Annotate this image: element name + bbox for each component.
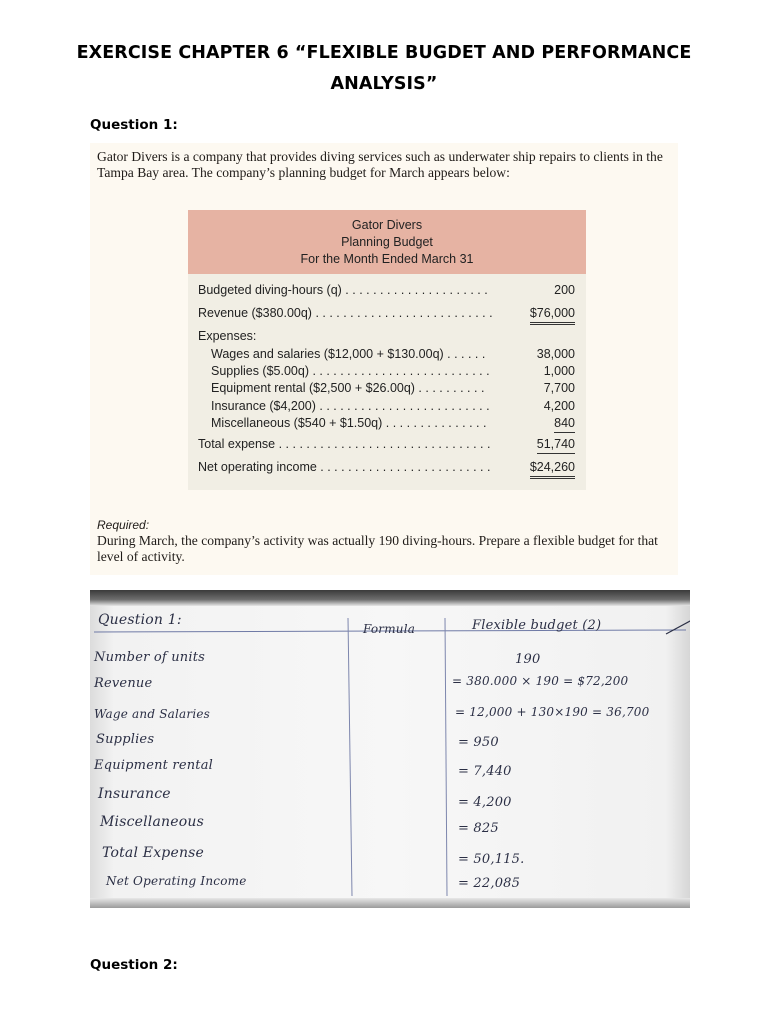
title-line-2: ANALYSIS”	[330, 74, 438, 94]
row-value: 38,000	[536, 347, 575, 361]
row-label: Expenses:	[198, 329, 257, 343]
planning-budget-table	[188, 210, 586, 490]
row-label: Supplies ($5.00q) . . . . . . . . . . . . . . . . . . . . . . . . . .	[211, 364, 490, 378]
budget-header	[188, 210, 586, 274]
budget-period: For the Month Ended March 31	[300, 252, 474, 266]
row-label: Net operating income . . . . . . . . . . . . . . . . . . . . . . . . .	[198, 460, 491, 474]
budget-row-insurance	[188, 398, 586, 415]
row-value: $76,000	[530, 305, 575, 325]
hw-flexible-budget-header: Flexible budget (2)	[472, 618, 602, 633]
hw-value-wages: = 12,000 + 130×190 = 36,700	[455, 705, 650, 719]
row-value: 1,000	[543, 364, 575, 378]
row-value: 840	[554, 415, 575, 433]
hw-value-equipment: = 7,440	[458, 764, 512, 779]
hw-item-misc: Miscellaneous	[100, 814, 204, 830]
hw-value-total-expense: = 50,115.	[458, 852, 525, 867]
row-label: Wages and salaries ($12,000 + $130.00q) . . . . . .	[211, 347, 486, 361]
handwritten-answer-photo	[90, 590, 690, 908]
hw-item-supplies: Supplies	[96, 732, 155, 747]
budget-row-supplies	[188, 363, 586, 380]
row-value: 51,740	[537, 436, 575, 454]
hw-item-total-expense: Total Expense	[102, 845, 205, 861]
hw-value-units: 190	[515, 652, 541, 667]
title-line-1: EXERCISE CHAPTER 6 “FLEXIBLE BUGDET AND PERFORMANCE	[76, 43, 692, 63]
hw-value-revenue: = 380.000 × 190 = $72,200	[452, 674, 629, 688]
hw-item-revenue: Revenue	[94, 676, 153, 691]
budget-row-net-income	[188, 459, 586, 476]
required-text: During March, the company’s activity was actually 190 diving-hours. Prepare a flexible budget for that level of activity.	[97, 533, 658, 564]
required-heading: Required:	[97, 518, 150, 532]
budget-row-misc	[188, 415, 586, 432]
row-label: Equipment rental ($2,500 + $26.00q) . . . . . . . . . .	[211, 381, 485, 395]
textbook-excerpt	[90, 143, 678, 575]
hw-item-wages: Wage and Salaries	[94, 707, 211, 721]
hw-item-units: Number of units	[94, 650, 206, 665]
budget-row-wages	[188, 346, 586, 363]
hw-item-insurance: Insurance	[98, 786, 171, 802]
document-title	[60, 38, 708, 100]
hw-value-misc: = 825	[458, 821, 499, 836]
intro-text: Gator Divers is a company that provides diving services such as underwater ship repairs to clients in the Tampa Bay area. The company’s planning budget for March appears below:	[97, 149, 663, 180]
budget-row-expenses	[188, 328, 586, 345]
row-value: 4,200	[543, 399, 575, 413]
hw-value-insurance: = 4,200	[458, 795, 512, 810]
row-label: Miscellaneous ($540 + $1.50q) . . . . . . . . . . . . . . .	[211, 416, 487, 430]
row-label: Budgeted diving-hours (q) . . . . . . . . . . . . . . . . . . . . .	[198, 283, 488, 297]
row-value: 200	[554, 283, 575, 297]
hw-item-equipment: Equipment rental	[94, 758, 214, 773]
budget-company: Gator Divers	[351, 218, 423, 232]
row-label: Revenue ($380.00q) . . . . . . . . . . . . . . . . . . . . . . . . . .	[198, 306, 493, 320]
budget-row-revenue	[188, 305, 586, 322]
row-value: 7,700	[543, 381, 575, 395]
hw-question-label: Question 1:	[98, 612, 182, 628]
hw-value-net-income: = 22,085	[458, 876, 521, 891]
row-value: $24,260	[530, 459, 575, 479]
row-label: Total expense . . . . . . . . . . . . . . . . . . . . . . . . . . . . . . .	[198, 437, 491, 451]
hw-formula-header: Formula	[363, 622, 416, 636]
budget-row-diving-hours	[188, 282, 586, 299]
question-1-label: Question 1:	[90, 117, 178, 133]
row-label: Insurance ($4,200) . . . . . . . . . . . . . . . . . . . . . . . . .	[211, 399, 490, 413]
hw-item-net-income: Net Operating Income	[106, 874, 247, 888]
budget-title: Planning Budget	[341, 235, 433, 249]
hw-value-supplies: = 950	[458, 735, 499, 750]
budget-row-equipment	[188, 380, 586, 397]
required-section	[97, 517, 677, 565]
budget-row-total-expense	[188, 436, 586, 453]
question-2-label: Question 2:	[90, 957, 178, 973]
photo-edge-bottom	[90, 898, 690, 908]
